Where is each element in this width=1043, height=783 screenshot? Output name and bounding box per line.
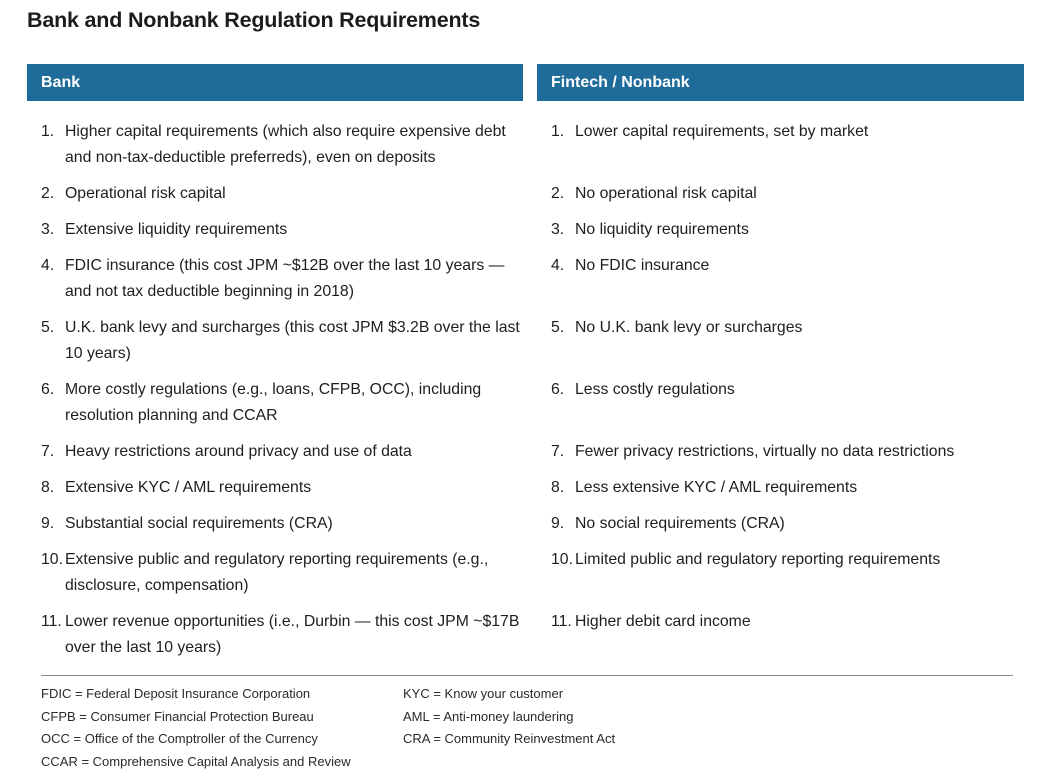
fintech-item <box>551 253 1021 279</box>
bank-item-text: Extensive public and regulatory reporting requirements (e.g., disclosure, compensation) <box>65 551 489 594</box>
fintech-item-text: No liquidity requirements <box>575 221 749 238</box>
bank-item <box>41 439 521 465</box>
fintech-item-text: Higher debit card income <box>575 613 751 630</box>
item-number: 6. <box>551 381 565 398</box>
abbreviation-item: CCAR = Comprehensive Capital Analysis and Review <box>41 753 351 769</box>
bank-item <box>41 315 521 367</box>
fintech-item <box>551 439 1021 465</box>
item-number: 2. <box>551 185 565 202</box>
fintech-item-text: Limited public and regulatory reporting requirements <box>575 551 941 568</box>
item-number: 2. <box>41 185 55 202</box>
fintech-item-text: Fewer privacy restrictions, virtually no data restrictions <box>575 443 955 460</box>
column-header-bank: Bank <box>27 64 523 101</box>
item-number: 9. <box>41 515 55 532</box>
abbreviations-right <box>403 683 615 751</box>
item-number: 7. <box>41 443 55 460</box>
fintech-item <box>551 609 1021 635</box>
abbreviation-item: OCC = Office of the Comptroller of the Currency <box>41 731 318 746</box>
item-number: 3. <box>41 221 55 238</box>
bank-item <box>41 119 521 171</box>
bank-item-text: Extensive KYC / AML requirements <box>65 479 312 496</box>
fintech-item-text: Lower capital requirements, set by market <box>575 123 869 140</box>
abbreviation-item: CFPB = Consumer Financial Protection Bureau <box>41 708 314 724</box>
bank-item-text: Substantial social requirements (CRA) <box>65 515 333 532</box>
bank-item-text: Higher capital requirements (which also require expensive debt and non-tax-deductible preferreds), even on deposits <box>65 123 506 166</box>
fintech-item <box>551 475 1021 501</box>
bank-item-text: Lower revenue opportunities (i.e., Durbin — this cost JPM ~$17B over the last 10 years) <box>65 613 520 656</box>
bank-item <box>41 547 521 599</box>
abbreviation-item: KYC = Know your customer <box>403 686 564 701</box>
footnote-divider <box>41 675 1013 676</box>
fintech-item <box>551 217 1021 243</box>
bank-item-text: Extensive liquidity requirements <box>65 221 288 238</box>
fintech-item-text: Less extensive KYC / AML requirements <box>575 479 858 496</box>
abbreviations-left <box>41 683 351 773</box>
fintech-item <box>551 377 1021 403</box>
fintech-item <box>551 315 1021 341</box>
fintech-item <box>551 181 1021 207</box>
bank-item-text: U.K. bank levy and surcharges (this cost JPM $3.2B over the last 10 years) <box>65 319 520 362</box>
fintech-item-text: Less costly regulations <box>575 381 735 398</box>
column-header-fintech: Fintech / Nonbank <box>537 64 1024 101</box>
fintech-item <box>551 511 1021 537</box>
fintech-item-text: No social requirements (CRA) <box>575 515 785 532</box>
item-number: 5. <box>551 319 565 336</box>
bank-item <box>41 217 521 243</box>
bank-item-text: FDIC insurance (this cost JPM ~$12B over the last 10 years — and not tax deductible beginning in 2018) <box>65 257 505 300</box>
abbreviation-item: FDIC = Federal Deposit Insurance Corporation <box>41 686 311 701</box>
bank-item <box>41 181 521 207</box>
item-number: 6. <box>41 381 55 398</box>
fintech-item <box>551 547 1021 573</box>
page-title: Bank and Nonbank Regulation Requirements <box>27 8 481 32</box>
fintech-item-text: No FDIC insurance <box>575 257 710 274</box>
abbreviation-item: AML = Anti-money laundering <box>403 708 574 724</box>
fintech-item-text: No U.K. bank levy or surcharges <box>575 319 803 336</box>
item-number: 10. <box>41 551 63 568</box>
bank-item-text: More costly regulations (e.g., loans, CFPB, OCC), including resolution planning and CCAR <box>65 381 482 424</box>
fintech-item <box>551 119 1021 145</box>
item-number: 4. <box>551 257 565 274</box>
item-number: 7. <box>551 443 565 460</box>
item-number: 10. <box>551 551 573 568</box>
item-number: 8. <box>41 479 55 496</box>
item-number: 4. <box>41 257 55 274</box>
bank-item-text: Heavy restrictions around privacy and use of data <box>65 443 412 460</box>
item-number: 5. <box>41 319 55 336</box>
bank-item <box>41 253 521 305</box>
item-number: 1. <box>551 123 565 140</box>
abbreviation-item: CRA = Community Reinvestment Act <box>403 731 616 746</box>
item-number: 11. <box>551 613 572 630</box>
bank-item <box>41 475 521 501</box>
item-number: 1. <box>41 123 55 140</box>
item-number: 11. <box>41 613 62 630</box>
fintech-item-text: No operational risk capital <box>575 185 757 202</box>
bank-item-text: Operational risk capital <box>65 185 226 202</box>
item-number: 8. <box>551 479 565 496</box>
bank-item <box>41 511 521 537</box>
bank-item <box>41 609 521 661</box>
item-number: 3. <box>551 221 565 238</box>
bank-item <box>41 377 521 429</box>
item-number: 9. <box>551 515 565 532</box>
